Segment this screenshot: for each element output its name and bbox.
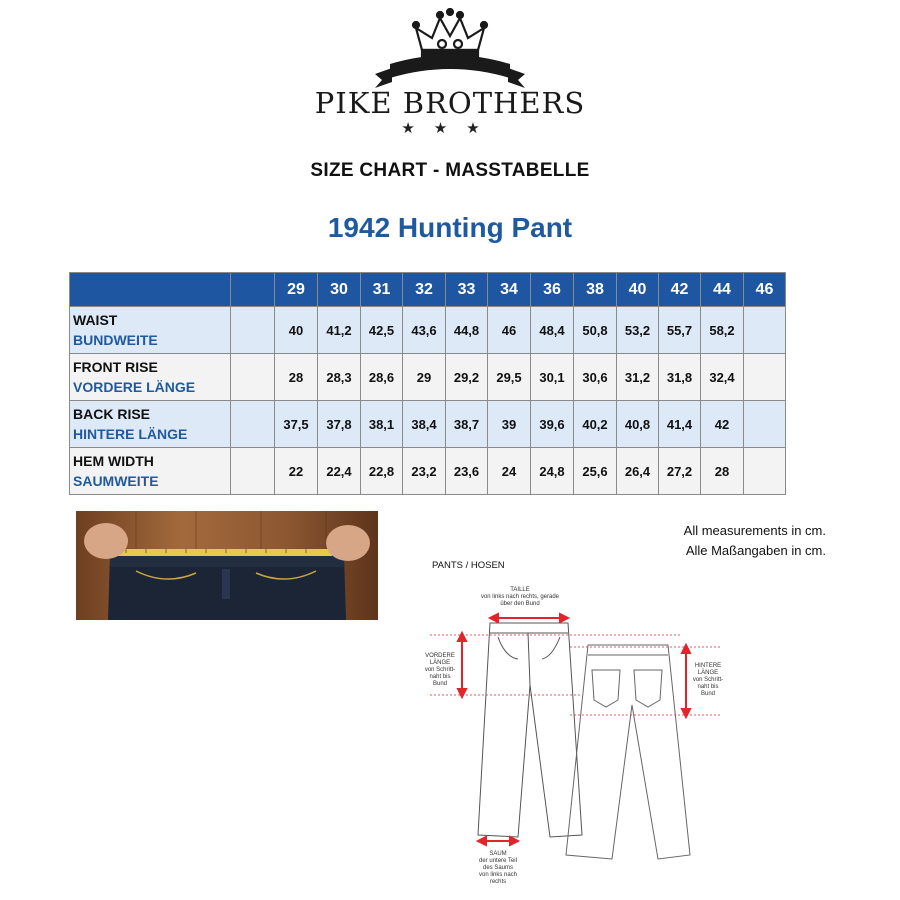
taille-label-1: TAILLE bbox=[510, 587, 530, 593]
vordere-label-2: LÄNGE bbox=[429, 660, 451, 666]
value-cell: 40 bbox=[275, 307, 318, 354]
value-cell: 29 bbox=[403, 354, 446, 401]
value-cell: 23,2 bbox=[403, 448, 446, 495]
value-cell: 31,2 bbox=[617, 354, 659, 401]
pants-measurement-diagram bbox=[420, 575, 750, 895]
size-header-cell: 30 bbox=[318, 273, 361, 307]
size-header-cell: 29 bbox=[275, 273, 318, 307]
header-spacer-cell bbox=[231, 273, 275, 307]
row-label: WAIST BUNDWEITE bbox=[70, 307, 231, 354]
value-cell: 30,6 bbox=[574, 354, 617, 401]
value-cell: 50,8 bbox=[574, 307, 617, 354]
value-cell: 24 bbox=[488, 448, 531, 495]
saum-label-5: rechts bbox=[489, 879, 507, 885]
row-label: FRONT RISE VORDERE LÄNGE bbox=[70, 354, 231, 401]
header-corner-cell bbox=[70, 273, 231, 307]
value-cell: 40,2 bbox=[574, 401, 617, 448]
value-cell: 37,8 bbox=[318, 401, 361, 448]
vordere-label-1: VORDERE bbox=[425, 653, 455, 659]
size-header-cell: 34 bbox=[488, 273, 531, 307]
hintere-label-3: von Schritt- bbox=[692, 677, 724, 683]
spacer-cell bbox=[231, 401, 275, 448]
value-cell: 29,2 bbox=[446, 354, 488, 401]
vordere-label-5: Bund bbox=[432, 681, 448, 687]
value-cell: 40,8 bbox=[617, 401, 659, 448]
saum-label-3: des Saums bbox=[482, 865, 514, 871]
value-cell: 58,2 bbox=[701, 307, 744, 354]
value-cell bbox=[744, 354, 786, 401]
value-cell: 28,6 bbox=[361, 354, 403, 401]
value-cell: 46 bbox=[488, 307, 531, 354]
value-cell: 39 bbox=[488, 401, 531, 448]
value-cell: 29,5 bbox=[488, 354, 531, 401]
spacer-cell bbox=[231, 354, 275, 401]
size-header-cell: 32 bbox=[403, 273, 446, 307]
size-table bbox=[69, 272, 786, 495]
table-row bbox=[70, 354, 786, 401]
size-header-cell: 33 bbox=[446, 273, 488, 307]
vordere-label-4: naht bis bbox=[429, 674, 451, 680]
table-row bbox=[70, 401, 786, 448]
value-cell: 38,7 bbox=[446, 401, 488, 448]
value-cell: 27,2 bbox=[659, 448, 701, 495]
value-cell: 26,4 bbox=[617, 448, 659, 495]
value-cell: 22,4 bbox=[318, 448, 361, 495]
value-cell bbox=[744, 307, 786, 354]
value-cell: 41,2 bbox=[318, 307, 361, 354]
diagram-heading: PANTS / HOSEN bbox=[432, 560, 505, 571]
size-header-cell: 40 bbox=[617, 273, 659, 307]
hintere-label-4: naht bis bbox=[697, 684, 719, 690]
brand-stars: ★★★ bbox=[401, 120, 499, 137]
size-header-cell: 44 bbox=[701, 273, 744, 307]
size-header-cell: 42 bbox=[659, 273, 701, 307]
value-cell: 44,8 bbox=[446, 307, 488, 354]
size-header-row bbox=[70, 273, 786, 307]
saum-label-4: von links nach bbox=[478, 872, 518, 878]
value-cell: 32,4 bbox=[701, 354, 744, 401]
row-label: HEM WIDTH SAUMWEITE bbox=[70, 448, 231, 495]
hintere-label-5: Bund bbox=[700, 691, 716, 697]
spacer-cell bbox=[231, 307, 275, 354]
crown-icon bbox=[413, 9, 487, 56]
spacer-cell bbox=[231, 448, 275, 495]
value-cell: 41,4 bbox=[659, 401, 701, 448]
size-header-cell: 46 bbox=[744, 273, 786, 307]
vordere-label-3: von Schritt- bbox=[424, 667, 456, 673]
value-cell: 38,1 bbox=[361, 401, 403, 448]
value-cell: 53,2 bbox=[617, 307, 659, 354]
value-cell: 43,6 bbox=[403, 307, 446, 354]
value-cell: 37,5 bbox=[275, 401, 318, 448]
value-cell: 28 bbox=[275, 354, 318, 401]
table-row bbox=[70, 307, 786, 354]
hintere-label-1: HINTERE bbox=[694, 663, 722, 669]
value-cell: 22,8 bbox=[361, 448, 403, 495]
value-cell: 25,6 bbox=[574, 448, 617, 495]
measurement-note-en: All measurements in cm. bbox=[683, 523, 826, 538]
taille-label-3: über den Bund bbox=[500, 601, 540, 607]
row-label: BACK RISE HINTERE LÄNGE bbox=[70, 401, 231, 448]
value-cell: 28,3 bbox=[318, 354, 361, 401]
size-header-cell: 31 bbox=[361, 273, 403, 307]
value-cell: 55,7 bbox=[659, 307, 701, 354]
saum-label-2: der untere Teil bbox=[479, 858, 517, 864]
value-cell: 22 bbox=[275, 448, 318, 495]
measurement-note-de: Alle Maßangaben in cm. bbox=[685, 543, 826, 558]
value-cell bbox=[744, 448, 786, 495]
value-cell: 42 bbox=[701, 401, 744, 448]
value-cell bbox=[744, 401, 786, 448]
value-cell: 42,5 bbox=[361, 307, 403, 354]
banner-ribbon-icon bbox=[375, 55, 525, 88]
size-header-cell: 36 bbox=[531, 273, 574, 307]
value-cell: 24,8 bbox=[531, 448, 574, 495]
waist-measuring-photo bbox=[76, 511, 378, 620]
size-chart-heading: SIZE CHART - MASSTABELLE bbox=[310, 160, 590, 181]
value-cell: 39,6 bbox=[531, 401, 574, 448]
value-cell: 38,4 bbox=[403, 401, 446, 448]
value-cell: 23,6 bbox=[446, 448, 488, 495]
table-row bbox=[70, 448, 786, 495]
value-cell: 31,8 bbox=[659, 354, 701, 401]
product-title: 1942 Hunting Pant bbox=[327, 212, 573, 243]
size-header-cell: 38 bbox=[574, 273, 617, 307]
value-cell: 48,4 bbox=[531, 307, 574, 354]
value-cell: 30,1 bbox=[531, 354, 574, 401]
taille-label-2: von links nach rechts, gerade bbox=[480, 594, 560, 600]
value-cell: 28 bbox=[701, 448, 744, 495]
saum-label-1: SAUM bbox=[489, 851, 507, 857]
hintere-label-2: LÄNGE bbox=[697, 670, 719, 676]
brand-name: PIKE BROTHERS bbox=[314, 86, 586, 120]
